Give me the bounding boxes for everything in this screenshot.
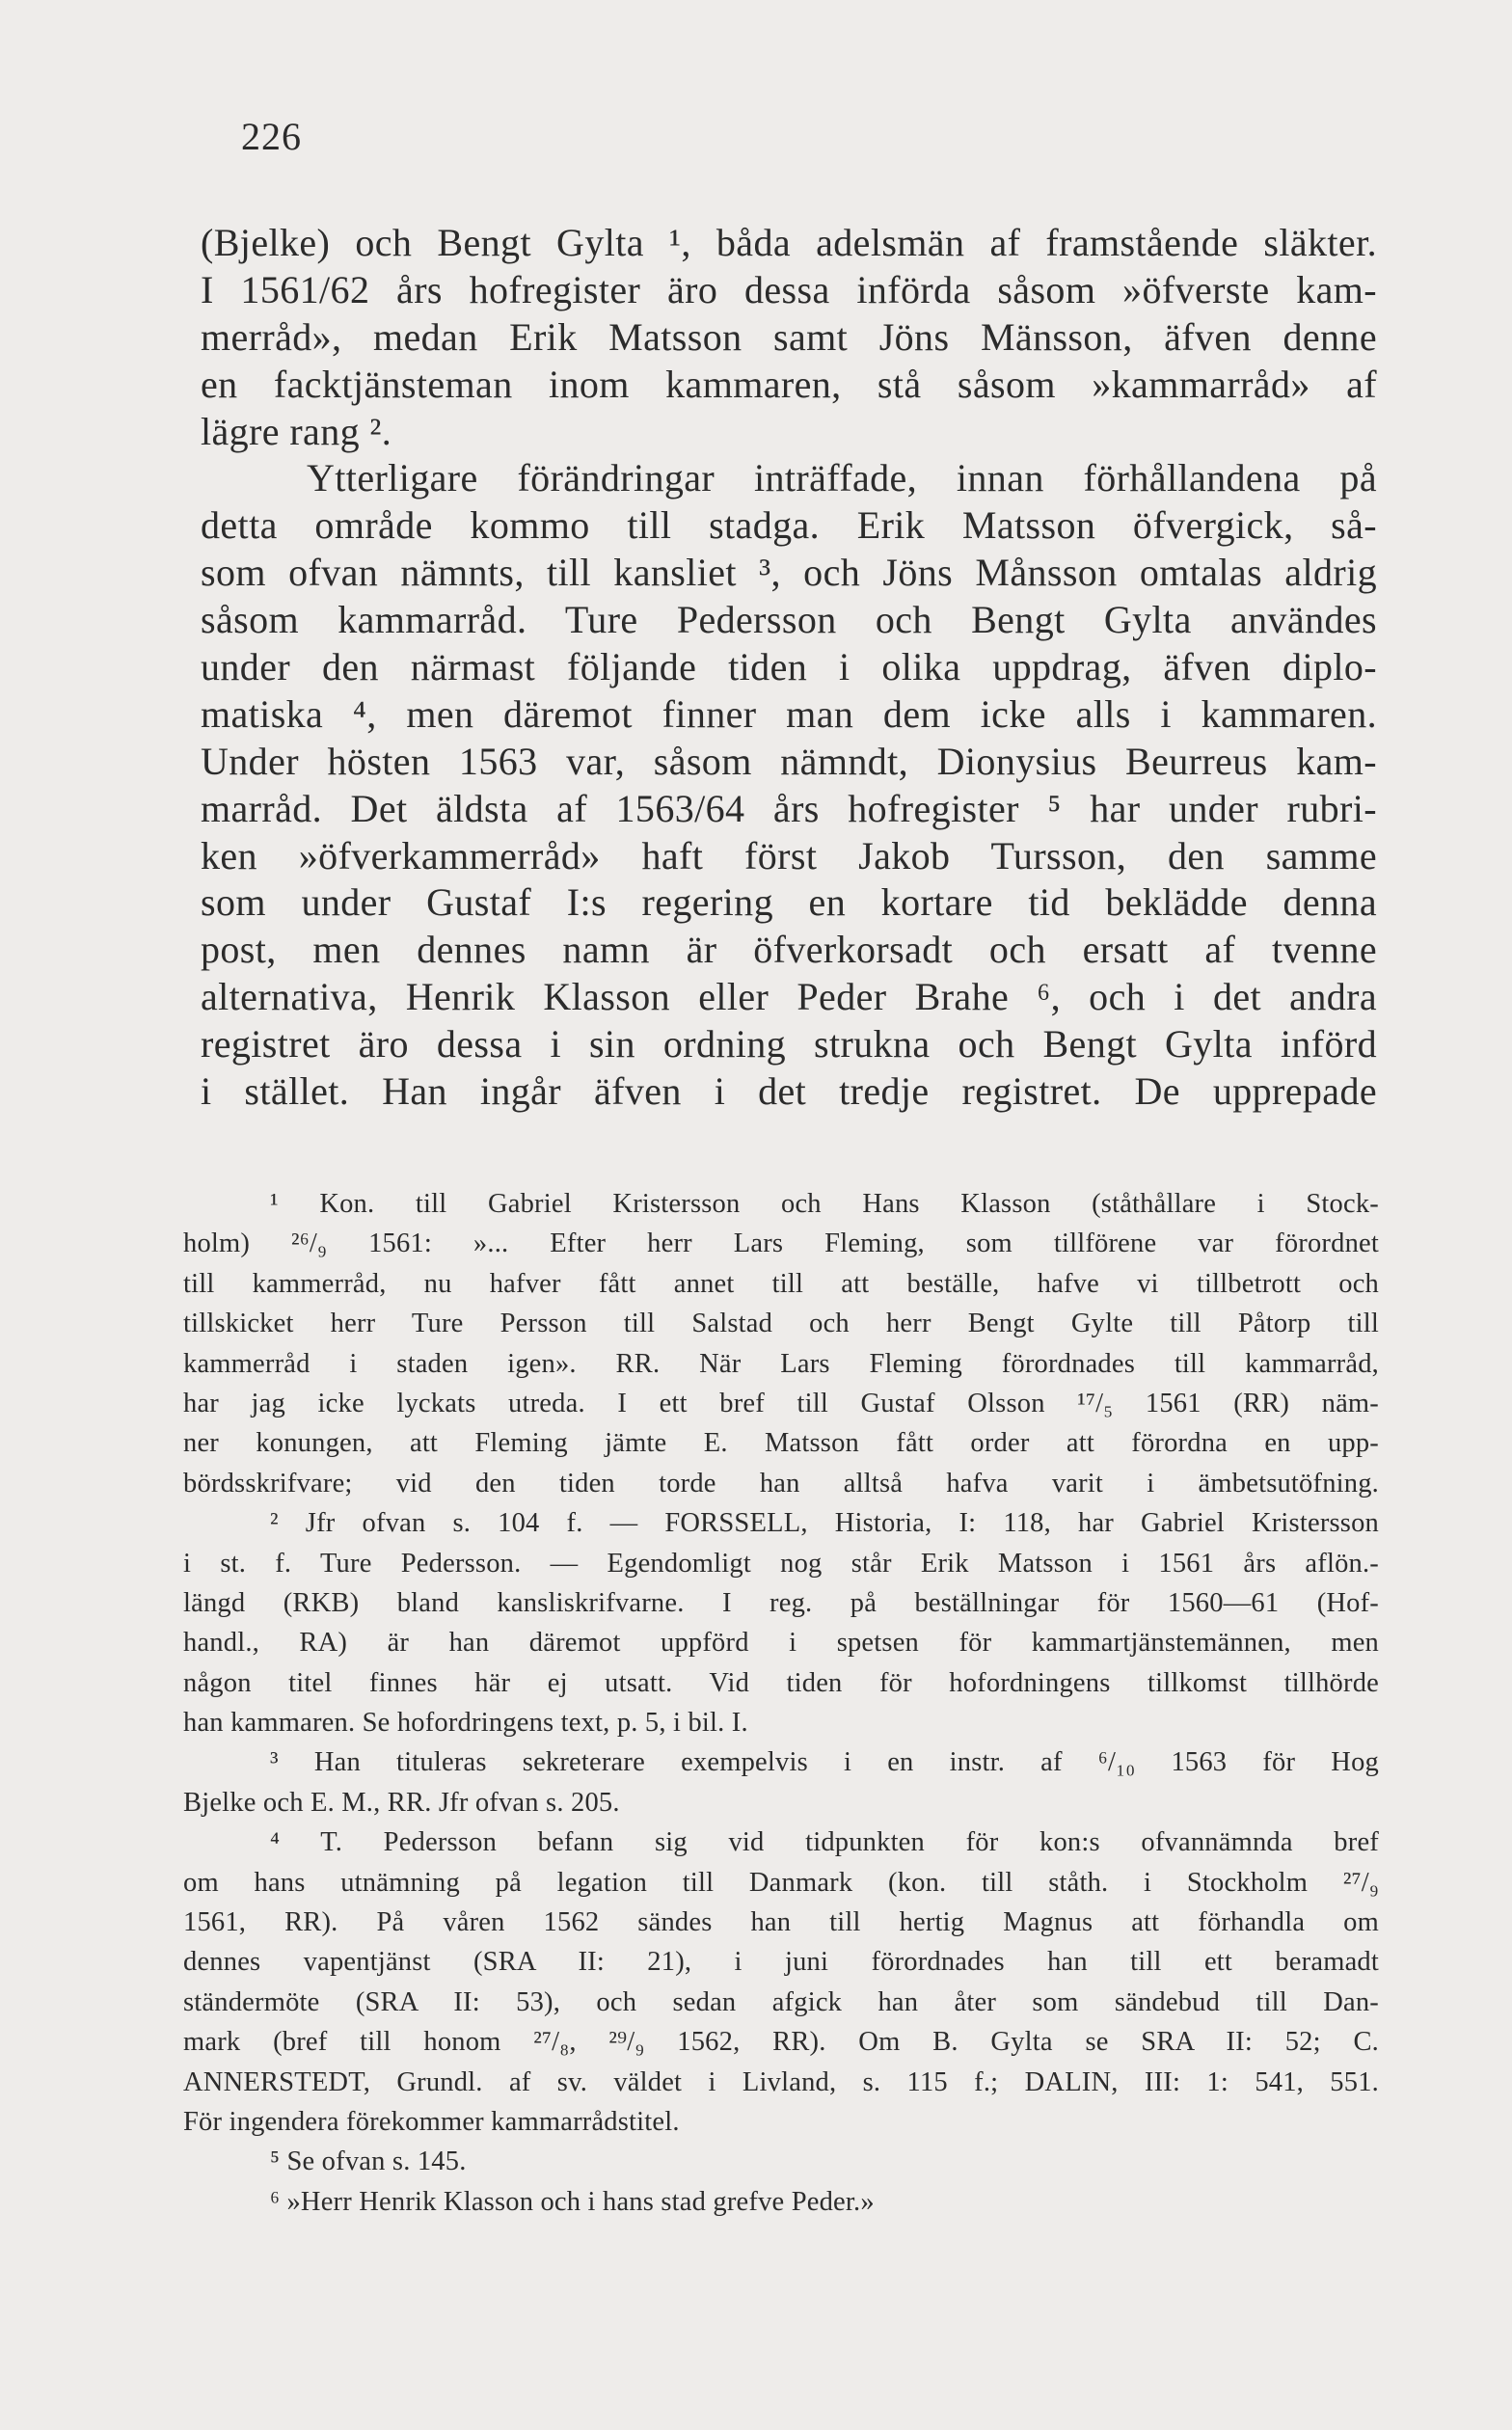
main-text — [201, 220, 1377, 1116]
text-line: detta område kommo till stadga. Erik Matsson öfvergick, så- — [201, 503, 1377, 548]
footnote-line: kammerråd i staden igen». RR. När Lars Fleming förordnades till kammarråd, — [183, 1348, 1379, 1379]
text-line: en facktjänsteman inom kammaren, stå såsom »kammarråd» af — [201, 362, 1377, 406]
footnote-line: Bjelke och E. M., RR. Jfr ofvan s. 205. — [183, 1787, 620, 1818]
footnote-line: ² Jfr ofvan s. 104 f. — FORSSELL, Historia, I: 118, har Gabriel Kristersson — [270, 1508, 1379, 1539]
page-number: 226 — [241, 115, 302, 158]
footnote-line: För ingendera förekommer kammarrådstitel. — [183, 2106, 680, 2137]
footnote-line: han kammaren. Se hofordringens text, p. 5, i bil. I. — [183, 1708, 748, 1739]
footnote-line: längd (RKB) bland kansliskrifvarne. I reg. på beställningar för 1560—61 (Hof- — [183, 1587, 1379, 1618]
text-line: i stället. Han ingår äfven i det tredje registret. De upprepade — [201, 1069, 1377, 1114]
footnote-line: holm) ²⁶/₉ 1561: »... Efter herr Lars Fleming, som tillförene var förordnet — [183, 1228, 1379, 1259]
text-line: som ofvan nämnts, till kansliet ³, och Jöns Månsson omtalas aldrig — [201, 551, 1377, 595]
text-line: ken »öfverkammerråd» haft först Jakob Tursson, den samme — [201, 833, 1377, 878]
footnote-line: ⁵ Se ofvan s. 145. — [270, 2146, 467, 2177]
footnote-line: ¹ Kon. till Gabriel Kristersson och Hans Klasson (ståthållare i Stock- — [270, 1189, 1379, 1219]
text-line: såsom kammarråd. Ture Pedersson och Bengt Gylta användes — [201, 598, 1377, 642]
text-line: under den närmast följande tiden i olika uppdrag, äfven diplo- — [201, 645, 1377, 689]
footnote-line: tillskicket herr Ture Persson till Salstad och herr Bengt Gylte till Påtorp till — [183, 1309, 1379, 1339]
footnote-line: till kammerråd, nu hafver fått annet till att beställe, hafve vi tillbetrott och — [183, 1268, 1379, 1299]
text-line: registret äro dessa i sin ordning strukna och Bengt Gylta införd — [201, 1022, 1377, 1066]
footnote-line: mark (bref till honom ²⁷/₈, ²⁹/₉ 1562, RR). Om B. Gylta se SRA II: 52; C. — [183, 2027, 1379, 2058]
text-line: marråd. Det äldsta af 1563/64 års hofregister ⁵ har under rubri- — [201, 786, 1377, 830]
text-line: lägre rang ². — [201, 409, 392, 453]
footnote-line: bördsskrifvare; vid den tiden torde han alltså hafva varit i ämbetsutöfning. — [183, 1468, 1379, 1498]
footnote-line: handl., RA) är han däremot uppförd i spetsen för kammartjänstemännen, men — [183, 1628, 1379, 1659]
footnote-line: ständermöte (SRA II: 53), och sedan afgick han åter som sändebud till Dan- — [183, 1986, 1379, 2017]
text-line: matiska ⁴, men däremot finner man dem icke alls i kammaren. — [201, 691, 1377, 736]
text-line: alternativa, Henrik Klasson eller Peder Brahe ⁶, och i det andra — [201, 975, 1377, 1019]
footnote-line: ner konungen, att Fleming jämte E. Matsson fått order att förordna en upp- — [183, 1428, 1379, 1459]
footnote-line: någon titel finnes här ej utsatt. Vid tiden för hofordningens tillkomst tillhörde — [183, 1667, 1379, 1698]
footnote-line: ANNERSTEDT, Grundl. af sv. väldet i Livland, s. 115 f.; DALIN, III: 1: 541, 551. — [183, 2066, 1379, 2097]
footnote-line: i st. f. Ture Pedersson. — Egendomligt nog står Erik Matsson i 1561 års aflön.- — [183, 1548, 1379, 1579]
footnote-line: ⁴ T. Pedersson befann sig vid tidpunkten för kon:s ofvannämnda bref — [270, 1827, 1379, 1858]
text-line: post, men dennes namn är öfverkorsadt och ersatt af tvenne — [201, 928, 1377, 972]
footnote-line: 1561, RR). På våren 1562 sändes han till hertig Magnus att förhandla om — [183, 1907, 1379, 1938]
footnote-line: ³ Han tituleras sekreterare exempelvis i en instr. af ⁶/₁₀ 1563 för Hog — [270, 1747, 1379, 1778]
footnote-line: ⁶ »Herr Henrik Klasson och i hans stad grefve Peder.» — [270, 2186, 875, 2217]
footnote-line: har jag icke lyckats utreda. I ett bref till Gustaf Olsson ¹⁷/₅ 1561 (RR) näm- — [183, 1388, 1379, 1418]
footnote-line: dennes vapentjänst (SRA II: 21), i juni förordnades han till ett beramadt — [183, 1947, 1379, 1978]
text-line: (Bjelke) och Bengt Gylta ¹, båda adelsmän af framstående släkter. — [201, 221, 1377, 264]
text-line: som under Gustaf I:s regering en kortare tid beklädde denna — [201, 880, 1377, 925]
text-line: I 1561/62 års hofregister äro dessa införda såsom »öfverste kam- — [201, 267, 1377, 311]
text-line: Ytterligare förändringar inträffade, innan förhållandena på — [307, 456, 1377, 500]
text-line: merråd», medan Erik Matsson samt Jöns Mänsson, äfven denne — [201, 314, 1377, 359]
text-line: Under hösten 1563 var, såsom nämndt, Dionysius Beurreus kam- — [201, 739, 1377, 783]
footnotes — [183, 1184, 1379, 2222]
footnote-line: om hans utnämning på legation till Danmark (kon. till ståth. i Stockholm ²⁷/₉ — [183, 1867, 1379, 1898]
